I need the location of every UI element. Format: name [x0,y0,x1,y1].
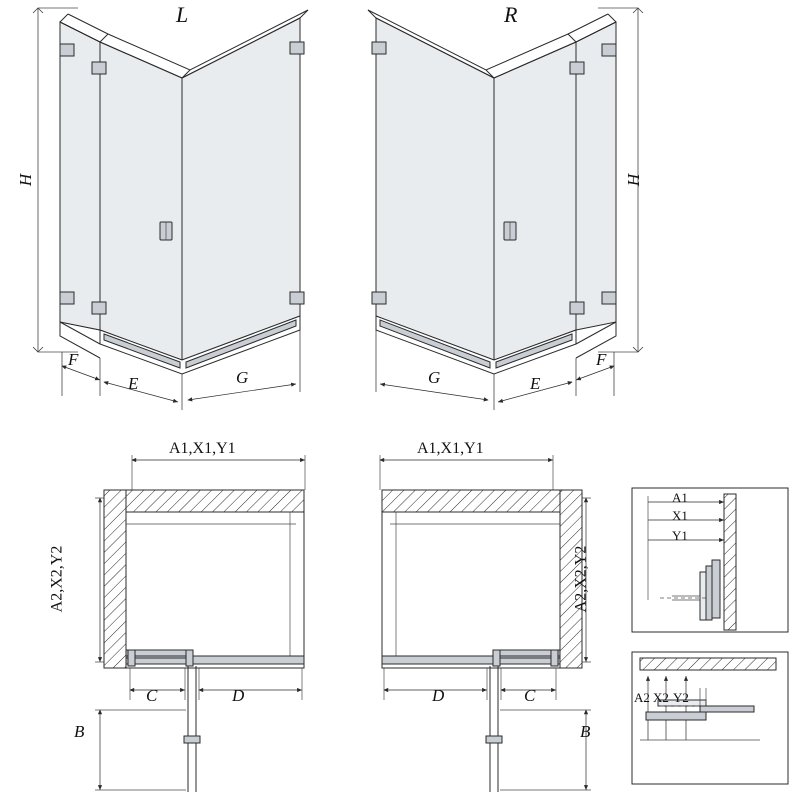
detail-label-y1: Y1 [672,528,688,543]
detail-label-x1: X1 [672,508,688,523]
iso-right-label-h: H [624,173,644,187]
iso-left-handing-label: L [176,2,189,27]
iso-right-label-e: E [530,374,541,393]
plan-right-label-b: B [580,722,591,741]
detail-vertical-dimensions [632,652,788,784]
plan-left-view [95,455,305,792]
detail-label-x2: X2 [653,690,669,705]
plan-left-dim-top: A1,X1,Y1 [169,440,236,457]
detail-label-a1: A1 [672,490,688,505]
plan-right-dim-side: A2,X2,Y2 [572,545,590,613]
iso-right-handing-label: R [504,2,518,27]
plan-left-dim-side: A2,X2,Y2 [48,545,66,613]
plan-right-label-c: C [524,686,536,705]
plan-left-label-d: D [232,686,245,705]
plan-left-label-c: C [146,686,158,705]
plan-right-label-d: D [432,686,445,705]
detail-label-a2: A2 [634,690,650,705]
iso-right-label-f: F [596,350,607,369]
plan-right-view [380,455,591,792]
iso-right-label-g: G [428,368,441,387]
detail-label-y2: Y2 [673,690,689,705]
iso-left-label-h: H [16,173,36,187]
detail-horizontal-dimensions [632,488,788,632]
iso-left-label-e: E [128,374,139,393]
iso-left-label-g: G [236,368,249,387]
plan-right-dim-top: A1,X1,Y1 [417,440,484,457]
plan-left-label-b: B [74,722,85,741]
iso-left-label-f: F [68,350,79,369]
